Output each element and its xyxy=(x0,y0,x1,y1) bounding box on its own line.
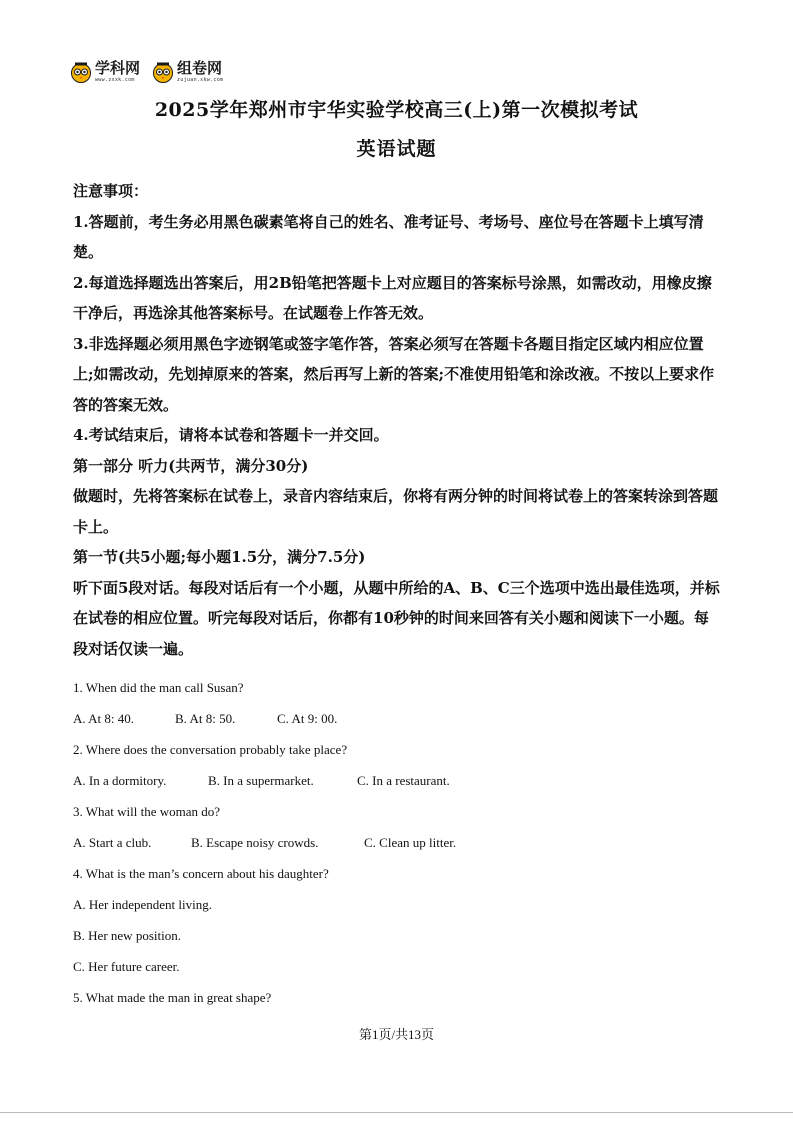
option-b: B. In a supermarket. xyxy=(208,773,314,788)
note-item: 4.考试结束后，请将本试卷和答题卡一并交回。 xyxy=(73,426,389,444)
option-a: A. Start a club. xyxy=(73,835,152,850)
note-item: 1.答题前，考生务必用黑色碳素笔将自己的姓名、准考证号、考场号、座位号在答题卡上填写清楚。 xyxy=(73,212,704,261)
option-a: A. In a dormitory. xyxy=(73,773,167,788)
section-heading: 第一部分 听力(共两节，满分30分) xyxy=(73,456,309,475)
zujuanwang-logo xyxy=(152,61,223,83)
logo-name: 组卷网 xyxy=(177,59,223,77)
question-options xyxy=(73,833,721,864)
option-c: C. Her future career. xyxy=(73,959,180,974)
question-options xyxy=(73,709,721,740)
exam-title: 2025学年郑州市宇华实验学校高三(上)第一次模拟考试 xyxy=(154,99,639,121)
subsection-heading: 第一节(共5小题;每小题1.5分，满分7.5分) xyxy=(73,548,366,566)
option-c: C. At 9: 00. xyxy=(277,711,338,726)
question-options xyxy=(73,771,721,802)
page-number: 第1页/共13页 xyxy=(358,1027,435,1042)
option-a: A. At 8: 40. xyxy=(73,711,135,726)
question-stem: 1. When did the man call Susan? xyxy=(73,680,244,695)
notes-heading: 注意事项： xyxy=(73,182,149,200)
option-c: C. In a restaurant. xyxy=(357,773,450,788)
question-stem: 5. What made the man in great shape? xyxy=(73,990,272,1005)
logo-name: 学科网 xyxy=(95,59,141,77)
question-stem: 2. Where does the conversation probably take place? xyxy=(73,742,348,757)
logo-url: www.zxxk.com xyxy=(95,77,135,83)
option-a: A. Her independent living. xyxy=(73,897,212,912)
logo-bar xyxy=(70,58,223,86)
question-stem: 4. What is the man’s concern about his daughter? xyxy=(73,866,329,881)
exam-subtitle: 英语试题 xyxy=(356,138,437,160)
note-item: 3.非选择题必须用黑色字迹钢笔或签字笔作答，答案必须写在答题卡各题目指定区域内相应位置上;如需改动，先划掉原来的答案，然后再写上新的答案;不准使用铅笔和涂改液。不按以上要求作答的答案无效。 xyxy=(73,334,715,414)
question-stem: 3. What will the woman do? xyxy=(73,804,221,819)
subsection-instructions: 听下面5段对话。每段对话后有一个小题，从题中所给的A、B、C三个选项中选出最佳选项，并标在试卷的相应位置。听完每段对话后，你都有10秒钟的时间来回答有关小题和阅读下一小题。每段对话仅读一遍。 xyxy=(73,578,720,658)
option-c: C. Clean up litter. xyxy=(364,835,457,850)
owl-mascot-icon xyxy=(70,61,92,83)
questions xyxy=(73,678,721,1019)
option-b: B. Her new position. xyxy=(73,928,181,943)
section-instructions: 做题时，先将答案标在试卷上，录音内容结束后，你将有两分钟的时间将试卷上的答案转涂到答题卡上。 xyxy=(73,487,719,536)
xuekewang-logo xyxy=(70,61,140,83)
option-b: B. At 8: 50. xyxy=(175,711,236,726)
divider xyxy=(0,1112,793,1113)
option-b: B. Escape noisy crowds. xyxy=(191,835,319,850)
note-item: 2.每道选择题选出答案后，用2B铅笔把答题卡上对应题目的答案标号涂黑，如需改动，用橡皮擦干净后，再选涂其他答案标号。在试题卷上作答无效。 xyxy=(73,273,712,322)
owl-mascot-icon xyxy=(152,61,174,83)
instructions xyxy=(73,176,721,664)
logo-url: zujuan.xkw.com xyxy=(177,77,224,83)
